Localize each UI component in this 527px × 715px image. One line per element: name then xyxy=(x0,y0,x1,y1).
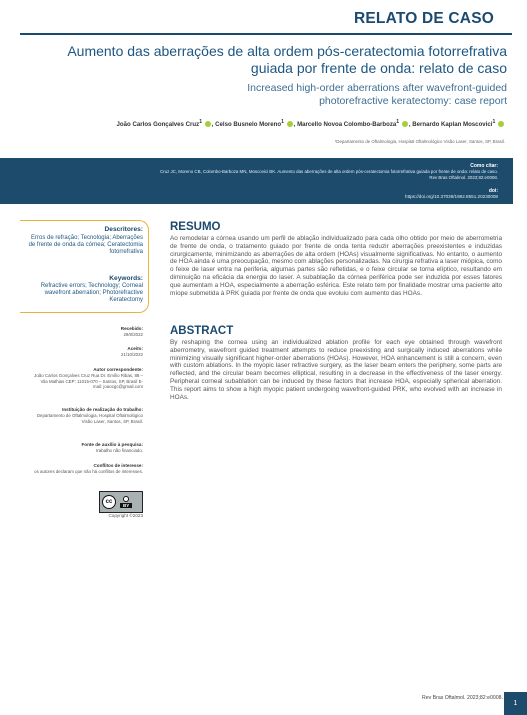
conflicts-label: Conflitos de interesse: xyxy=(93,463,143,468)
keywords-heading: Keywords: xyxy=(109,275,143,282)
person-icon xyxy=(123,496,129,502)
footer-citation: Rev Bras Oftalmol. 2023;82:e0008. xyxy=(421,695,503,701)
doi-label: doi: xyxy=(488,188,498,194)
accepted-label: Aceito: xyxy=(127,346,143,351)
resumo-text: Ao remodelar a córnea usando um perfil de ablação individualizado para cada olho obtido por meio de aberrometria de frente de onda, o tratamento guiado por frente de onda tenta reduzir aberrações preexistentes e induzidas cirurgicamente, minimizando as aberrações de alta ordem (HOAs) visualmente significativas. No entanto, o aumento de HOA ainda é uma preocupação, mesmo com ablações personalizadas. Na cirurgia refrativa a laser miópica, como o feixe de laser entra na periferia, algumas partes são refletidas, e o feixe circular se torna elíptico, resultando em diminuição na eficácia da energia do laser. A subablação da córnea periférica pode ser induzida por esses fatores que aumentam a HOA, especialmente a aberração esférica. Este relato tem por finalidade mostrar uma paciente alto míope submetida à PRK guiada por frente de onda que evoluiu com aumento das HOAs. xyxy=(170,235,502,297)
corresponding-author-label: Autor correspondente: xyxy=(93,367,143,372)
received-date: 29/8/2022 xyxy=(123,332,143,337)
author-name: Marcello Novoa Colombo-Barboza xyxy=(297,121,397,129)
author-affil-sup: 1 xyxy=(281,119,284,125)
institution: Departamento de Oftalmologia, Hospital Oftalmológico Visão Laser, Santos, SP, Brasil. xyxy=(36,413,143,424)
header-rule xyxy=(20,33,512,35)
title-portuguese: Aumento das aberrações de alta ordem pós-ceratectomia fotorrefrativa guiada por frente de onda: relato de caso xyxy=(67,43,507,76)
abstract-text: By reshaping the cornea using an individualized ablation profile for each eye obtained through wavefront aberrometry, wavefront guided treatment attempts to reduce preexisting and surgically induced aberrations while minimizing visually significant higher-order aberrations (HOAs). However, HOA enhancement is still a concern, even with custom ablations. In the myopic laser refractive surgery, as the laser beam enters the periphery, some parts are reflected, and the circular beam becomes elliptical, resulting in a decrease in the effectiveness of the laser energy. Peripheral corneal subablation can be induced by these factors that increase HOA, especially spherical aberration. This report aims to show a high myopic patient undergoing wavefront-guided PRK, who evolved with an increase in HOAs. xyxy=(170,339,502,401)
author-affil-sup: 1 xyxy=(199,119,203,125)
resumo-heading: RESUMO xyxy=(170,221,221,233)
author-name: Bernardo Kaplan Moscovici xyxy=(412,121,493,129)
keywords-list: Refractive errors; Technology; Corneal wavefront aberration; Photorefractive Keratectomy xyxy=(40,283,143,304)
title-english: Increased high-order aberrations after wavefront-guided photorefractive keratectomy: case report xyxy=(247,82,507,107)
author-affil-sup: 1 xyxy=(492,119,496,125)
doi-link[interactable]: https://doi.org/10.37039/1982.8551.20230008 xyxy=(405,194,498,199)
accepted-date: 21/10/2022 xyxy=(121,352,143,357)
author-name: Celso Busnelo Moreno xyxy=(215,121,282,129)
copyright: Copyright ©2023 xyxy=(108,513,143,518)
author-name: João Carlos Gonçalves Cruz xyxy=(116,121,200,129)
received-label: Recebido: xyxy=(120,326,143,331)
orcid-icon[interactable] xyxy=(498,121,504,127)
corresponding-author: João Carlos Gonçalves Cruz Rua Dr. Emílio Ribas, 88 – Vila Mathias CEP: 11015-070 – Santos, SP, Brasil E-mail: joaocgc@gmail.com xyxy=(34,373,143,390)
page-number: 1 xyxy=(504,692,527,715)
orcid-icon[interactable] xyxy=(287,121,293,127)
descritores-heading: Descritores: xyxy=(104,226,143,233)
funding-label: Fonte de auxílio à pesquisa: xyxy=(81,442,143,447)
descritores-list: Erros de refração; Tecnologia; Aberrações de frente de onda da córnea; Ceratectomia fotorrefrativa xyxy=(28,235,143,256)
affiliation: ¹Departamento de Oftalmologia, Hospital Oftalmológico Visão Laser, Santos, SP, Brasil. xyxy=(334,139,505,144)
funding: trabalho não financiado. xyxy=(96,448,143,453)
by-icon xyxy=(120,496,132,508)
orcid-icon[interactable] xyxy=(205,121,211,127)
section-label: RELATO DE CASO xyxy=(353,10,494,27)
cc-license-badge[interactable] xyxy=(99,491,143,513)
orcid-icon[interactable] xyxy=(402,121,408,127)
cc-icon: cc xyxy=(102,495,116,509)
institution-label: Instituição de realização do trabalho: xyxy=(62,407,143,412)
abstract-heading: ABSTRACT xyxy=(170,325,234,337)
by-label: BY xyxy=(120,503,132,508)
citation-text: Cruz JC, Moreno CB, Colombo-Barboza MN, Moscovici BK. Aumento das aberrações de alta ordem pós-ceratectomia fotorrefrativa guiada por frente de onda: relato de caso. Rev Bras Oftalmol. 2023;82:e0008. xyxy=(160,169,498,180)
author-list: João Carlos Gonçalves Cruz$^1$ , Celso Busnelo Moreno$^1$ , Marcello Novoa Colombo-Barboza$^1$ , Bernardo Kaplan Moscovici$^1$ xyxy=(15,119,505,128)
author-affil-sup: 1 xyxy=(396,119,400,125)
conflicts: os autores declaram que não há conflitos de interesses. xyxy=(34,469,143,474)
citation-label: Como citar: xyxy=(470,163,498,169)
